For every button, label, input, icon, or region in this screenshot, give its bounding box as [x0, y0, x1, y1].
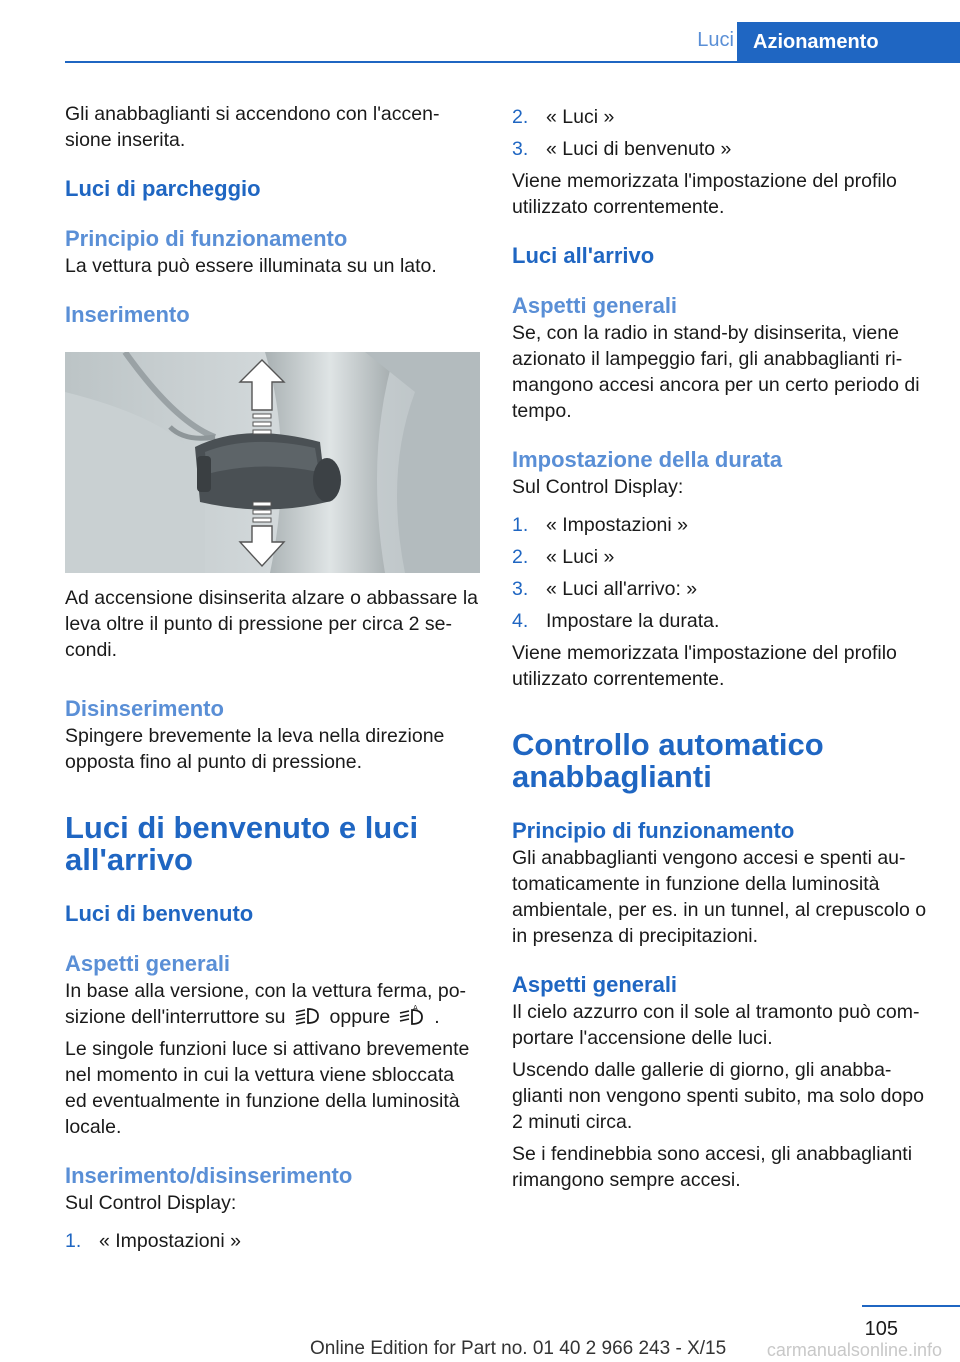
list-number: 1. — [512, 514, 529, 536]
heading-disinserimento: Disinserimento — [65, 696, 224, 721]
principio-paragraph: Gli anabbaglianti vengono accesi e spenti au- tomaticamente in funzione della luminosità ambientale, per es. in un tunnel, al crepuscolo o in presenza di precipitazioni. — [512, 847, 927, 947]
list-text: « Luci all'arrivo: » — [546, 578, 698, 600]
list-text: « Impostazioni » — [546, 514, 688, 536]
disinserimento-paragraph: Spingere brevemente la leva nella direzione opposta fino al punto di pressione. — [65, 725, 445, 773]
inserimento-paragraph: Ad accensione disinserita alzare o abbassare la leva oltre il punto di pressione per circa 2 se- condi. — [65, 587, 478, 661]
low-beam-headlight-icon — [294, 1006, 322, 1026]
lever-photo — [65, 352, 480, 573]
heading-aspetti-generali: Aspetti generali — [65, 951, 231, 976]
heading-impostazione-durata: Impostazione della durata — [512, 447, 783, 472]
heading-principio: Principio di funzionamento — [65, 226, 348, 251]
list-number: 3. — [512, 138, 529, 160]
heading-inserimento: Inserimento — [65, 302, 190, 327]
heading-luci-parcheggio: Luci di parcheggio — [65, 176, 261, 201]
heading-aspetti-generali-arrivo: Aspetti generali — [512, 293, 678, 318]
control-display-label: Sul Control Display: — [512, 476, 684, 498]
memo-paragraph-1: Viene memorizzata l'impostazione del profilo utilizzato correntemente. — [512, 170, 897, 218]
list-number: 4. — [512, 610, 529, 632]
aspetti-paragraph — [65, 978, 480, 1030]
list-item — [512, 512, 930, 538]
list-item — [512, 544, 930, 570]
footer-edition: Online Edition for Part no. 01 40 2 966 243 - X/15 — [310, 1338, 727, 1359]
list-item — [512, 136, 930, 162]
aspetti-text-end: . — [434, 1006, 440, 1028]
heading-controllo-automatico: Controllo automatico anabbaglianti — [512, 727, 824, 794]
heading-inserimento-disinserimento: Inserimento/disinserimento — [65, 1163, 353, 1188]
list-number: 3. — [512, 578, 529, 600]
aspetti-text-oppure: oppure — [329, 1006, 391, 1028]
heading-luci-benvenuto: Luci di benvenuto — [65, 901, 254, 926]
heading-aspetti-generali-2: Aspetti generali — [512, 972, 678, 997]
right-column — [512, 104, 930, 1193]
heading-luci-arrivo: Luci all'arrivo — [512, 243, 655, 268]
list-item — [512, 104, 930, 130]
list-item — [512, 608, 930, 634]
left-column-lower — [65, 585, 480, 1254]
list-number: 2. — [512, 546, 529, 568]
cielo-paragraph: Il cielo azzurro con il sole al tramonto può com- portare l'accensione delle luci. — [512, 1001, 920, 1049]
automatic-headlight-icon — [398, 1004, 426, 1024]
svg-text:A: A — [413, 1004, 419, 1012]
header-section-label: Luci — [697, 29, 734, 51]
left-column — [65, 101, 480, 329]
page-number: 105 — [864, 1318, 898, 1340]
principio-paragraph: La vettura può essere illuminata su un lato. — [65, 255, 437, 277]
control-display-label: Sul Control Display: — [65, 1192, 237, 1214]
list-text: « Luci » — [546, 106, 615, 128]
list-text: « Impostazioni » — [99, 1230, 241, 1252]
aspetti-paragraph-2: Le singole funzioni luce si attivano brevemente nel momento in cui la vettura viene sbloccata ed eventualmente in funzione della luminosità locale. — [65, 1038, 470, 1138]
list-number: 2. — [512, 106, 529, 128]
fendinebbia-paragraph: Se i fendinebbia sono accesi, gli anabbaglianti rimangono sempre accesi. — [512, 1143, 913, 1191]
list-number: 1. — [65, 1230, 82, 1252]
footer-rule — [862, 1305, 960, 1307]
footer-watermark: carmanualsonline.info — [766, 1340, 942, 1360]
gallerie-paragraph: Uscendo dalle gallerie di giorno, gli anabba- glianti non vengono spenti subito, ma solo dopo 2 minuti circa. — [512, 1059, 924, 1133]
arrivo-paragraph: Se, con la radio in stand-by disinserita, viene azionato il lampeggio fari, gli anabbaglianti ri- mangono accesi ancora per un certo periodo di tempo. — [512, 322, 920, 422]
aspetti-text-start: In base alla versione, con la vettura ferma, po- sizione dell'interruttore su — [65, 980, 467, 1028]
memo-paragraph-2: Viene memorizzata l'impostazione del profilo utilizzato correntemente. — [512, 642, 897, 690]
heading-principio-funzionamento: Principio di funzionamento — [512, 818, 795, 843]
header-active-tab: Azionamento — [737, 22, 960, 62]
list-item — [512, 576, 930, 602]
lever-illustration — [65, 352, 480, 573]
heading-benvenuto-arrivo: Luci di benvenuto e luci all'arrivo — [65, 810, 419, 877]
list-text: « Luci » — [546, 546, 615, 568]
header-rule — [65, 61, 960, 63]
list-text: « Luci di benvenuto » — [546, 138, 732, 160]
intro-paragraph: Gli anabbaglianti si accendono con l'accen- sione inserita. — [65, 103, 440, 151]
list-text: Impostare la durata. — [546, 610, 720, 632]
list-item — [65, 1228, 480, 1254]
